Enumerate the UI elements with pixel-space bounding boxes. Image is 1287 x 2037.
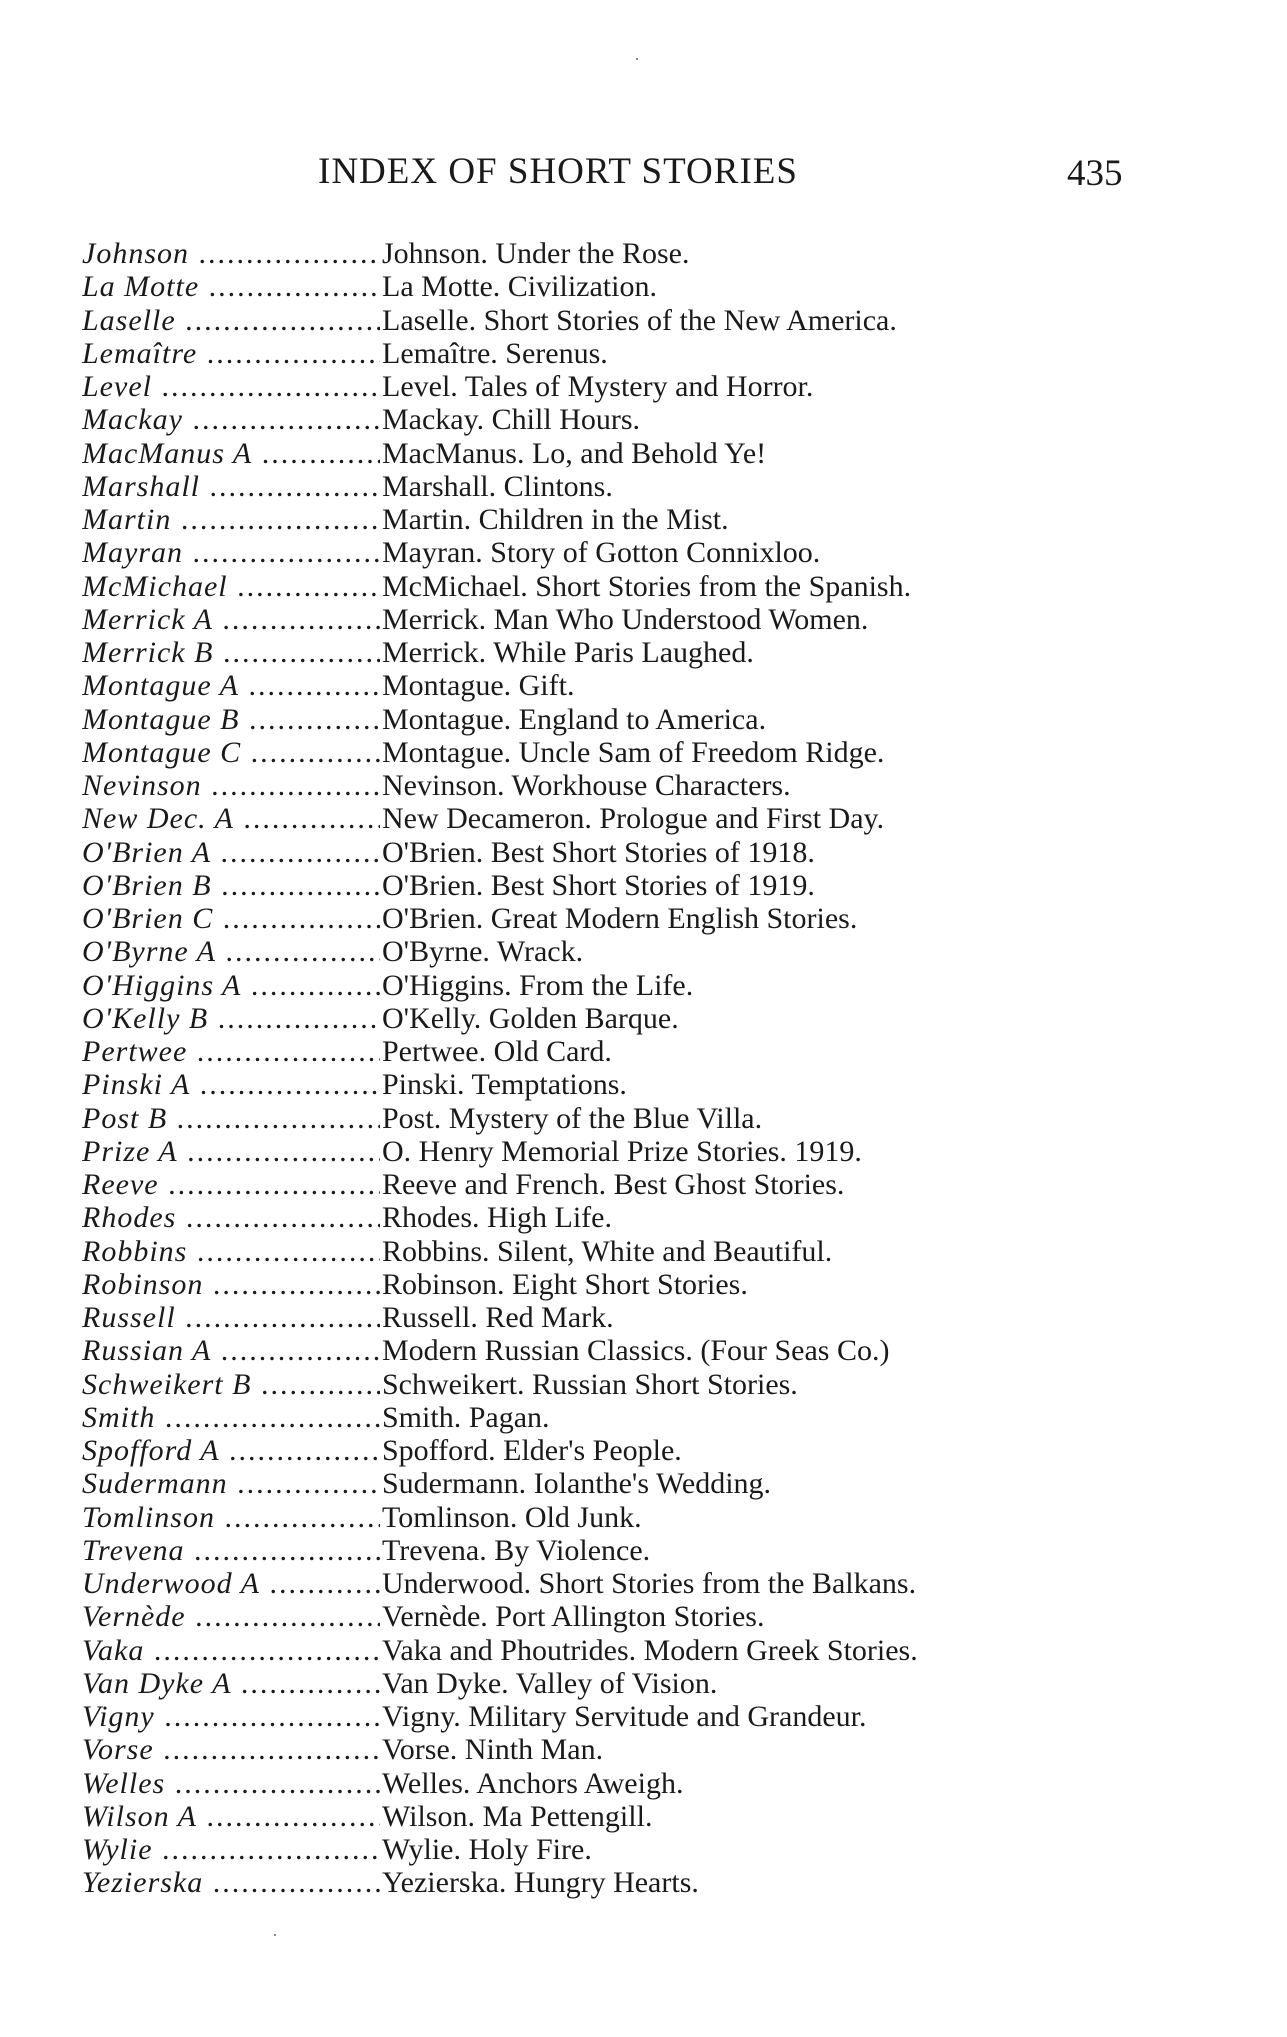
entry-reference: O. Henry Memorial Prize Stories. 1919. [382, 1134, 862, 1168]
entry-reference: Marshall. Clintons. [382, 469, 613, 503]
entry-reference: Underwood. Short Stories from the Balkans. [382, 1567, 917, 1600]
page-header [0, 150, 1287, 200]
entry-reference: Robbins. Silent, White and Beautiful. [382, 1234, 833, 1268]
index-entry [82, 1634, 1262, 1667]
index-entry [82, 237, 1262, 270]
index-entry [82, 1068, 1262, 1101]
entry-key: Vorse ..... [82, 1733, 380, 1766]
index-entry [82, 1268, 1262, 1301]
index-entry [82, 802, 1262, 835]
entry-reference: Schweikert. Russian Short Stories. [382, 1367, 798, 1401]
index-entry [82, 403, 1262, 436]
index-entry [82, 1002, 1262, 1035]
entry-key: O'Brien B ..... [82, 869, 380, 902]
entry-reference: Wylie. Holy Fire. [382, 1833, 592, 1866]
index-entry [82, 736, 1262, 769]
entry-reference: Vigny. Military Servitude and Grandeur. [382, 1700, 867, 1733]
entry-reference: Level. Tales of Mystery and Horror. [382, 370, 814, 403]
entry-key: Underwood A ..... [82, 1567, 380, 1600]
entry-reference: Vernède. Port Allington Stories. [382, 1600, 765, 1634]
entry-reference: O'Brien. Best Short Stories of 1919. [382, 868, 815, 902]
entry-reference: Martin. Children in the Mist. [382, 503, 729, 536]
index-entry [82, 1567, 1262, 1600]
entry-key: Pinski A ..... [82, 1068, 380, 1101]
index-entry [82, 270, 1262, 303]
scan-speck [636, 58, 638, 60]
entry-reference: Merrick. Man Who Understood Women. [382, 602, 869, 636]
index-entry [82, 1434, 1262, 1467]
entry-key: O'Higgins A ..... [82, 969, 380, 1002]
entry-key: Marshall ..... [82, 470, 380, 503]
entry-reference: O'Brien. Best Short Stories of 1918. [382, 835, 815, 869]
index-list [82, 237, 1262, 1900]
entry-reference: Nevinson. Workhouse Characters. [382, 769, 791, 802]
entry-reference: Wilson. Ma Pettengill. [382, 1799, 653, 1833]
index-entry [82, 1534, 1262, 1567]
entry-reference: O'Byrne. Wrack. [382, 935, 584, 969]
entry-key: O'Brien C ..... [82, 902, 380, 935]
index-entry [82, 437, 1262, 470]
index-entry [82, 370, 1262, 403]
entry-key: MacManus A ..... [82, 437, 380, 470]
entry-reference: Johnson. Under the Rose. [382, 237, 690, 270]
entry-key: Yezierska ..... [82, 1866, 380, 1899]
index-entry [82, 1800, 1262, 1833]
entry-reference: New Decameron. Prologue and First Day. [382, 802, 885, 836]
entry-key: Prize A ..... [82, 1135, 380, 1168]
page-number: 435 [1067, 153, 1123, 194]
entry-reference: Merrick. While Paris Laughed. [382, 636, 754, 669]
index-entry [82, 935, 1262, 968]
entry-key: Laselle ..... [82, 304, 380, 337]
index-entry [82, 636, 1262, 669]
entry-reference: Vaka and Phoutrides. Modern Greek Stories. [382, 1633, 918, 1667]
entry-key: O'Kelly B ..... [82, 1002, 380, 1035]
entry-key: Robbins ..... [82, 1235, 380, 1268]
entry-key: Welles ..... [82, 1767, 380, 1800]
entry-key: Vaka ..... [82, 1634, 380, 1667]
page-title: INDEX OF SHORT STORIES [318, 151, 798, 192]
index-entry [82, 836, 1262, 869]
entry-key: O'Byrne A ..... [82, 935, 380, 968]
entry-reference: Mayran. Story of Gotton Connixloo. [382, 536, 821, 570]
index-entry [82, 1168, 1262, 1201]
entry-key: Smith ..... [82, 1401, 380, 1434]
index-entry [82, 769, 1262, 802]
index-entry [82, 1135, 1262, 1168]
entry-key: Montague C ..... [82, 736, 380, 769]
entry-reference: Reeve and French. Best Ghost Stories. [382, 1168, 845, 1201]
entry-reference: Rhodes. High Life. [382, 1201, 612, 1235]
entry-key: Nevinson ..... [82, 769, 380, 802]
entry-reference: Montague. Gift. [382, 669, 575, 703]
index-entry [82, 1833, 1262, 1866]
index-entry [82, 1767, 1262, 1800]
entry-key: McMichael ..... [82, 570, 380, 603]
entry-key: Russian A ..... [82, 1334, 380, 1367]
entry-reference: MacManus. Lo, and Behold Ye! [382, 436, 767, 470]
entry-reference: O'Brien. Great Modern English Stories. [382, 902, 858, 935]
entry-reference: Montague. Uncle Sam of Freedom Ridge. [382, 735, 885, 769]
entry-key: Merrick B ..... [82, 636, 380, 669]
entry-reference: Tomlinson. Old Junk. [382, 1500, 642, 1534]
entry-reference: La Motte. Civilization. [382, 270, 657, 304]
entry-key: Rhodes ..... [82, 1201, 380, 1234]
entry-reference: Spofford. Elder's People. [382, 1434, 682, 1467]
entry-key: La Motte ..... [82, 270, 380, 303]
entry-key: Robinson ..... [82, 1268, 380, 1301]
entry-reference: Vorse. Ninth Man. [382, 1733, 604, 1767]
entry-key: Schweikert B ..... [82, 1368, 380, 1401]
entry-reference: Laselle. Short Stories of the New America. [382, 303, 897, 337]
entry-key: Mackay ..... [82, 403, 380, 436]
entry-key: New Dec. A ..... [82, 802, 380, 835]
entry-reference: Yezierska. Hungry Hearts. [382, 1866, 699, 1900]
entry-key: Russell ..... [82, 1301, 380, 1334]
index-entry [82, 1035, 1262, 1068]
entry-key: Johnson ..... [82, 237, 380, 270]
entry-key: Mayran ..... [82, 536, 380, 569]
entry-reference: O'Kelly. Golden Barque. [382, 1001, 679, 1035]
index-entry [82, 503, 1262, 536]
index-entry [82, 570, 1262, 603]
entry-key: Vernède ..... [82, 1600, 380, 1633]
index-entry [82, 1700, 1262, 1733]
entry-key: Lemaître ..... [82, 337, 380, 370]
entry-key: Reeve ..... [82, 1168, 380, 1201]
entry-key: Van Dyke A ..... [82, 1667, 380, 1700]
index-entry [82, 337, 1262, 370]
entry-reference: Robinson. Eight Short Stories. [382, 1267, 748, 1301]
index-entry [82, 536, 1262, 569]
entry-reference: Montague. England to America. [382, 702, 767, 736]
entry-reference: McMichael. Short Stories from the Spanish. [382, 569, 912, 603]
index-entry [82, 1368, 1262, 1401]
entry-reference: Van Dyke. Valley of Vision. [382, 1666, 718, 1700]
index-entry [82, 969, 1262, 1002]
entry-reference: Sudermann. Iolanthe's Wedding. [382, 1467, 772, 1501]
entry-key: Level ..... [82, 370, 380, 403]
entry-key: Montague A ..... [82, 669, 380, 702]
index-entry [82, 902, 1262, 935]
entry-reference: Post. Mystery of the Blue Villa. [382, 1101, 763, 1135]
index-entry [82, 1733, 1262, 1766]
entry-key: Sudermann ..... [82, 1467, 380, 1500]
entry-key: Pertwee ..... [82, 1035, 380, 1068]
entry-reference: Lemaître. Serenus. [382, 336, 608, 370]
entry-reference: Mackay. Chill Hours. [382, 403, 641, 437]
index-entry [82, 603, 1262, 636]
index-entry [82, 1667, 1262, 1700]
entry-key: Post B ..... [82, 1102, 380, 1135]
index-entry [82, 1467, 1262, 1500]
index-entry [82, 304, 1262, 337]
entry-key: Montague B ..... [82, 703, 380, 736]
index-entry [82, 1401, 1262, 1434]
scan-speck [274, 1934, 276, 1936]
index-entry [82, 669, 1262, 702]
entry-key: Tomlinson ..... [82, 1501, 380, 1534]
entry-reference: Modern Russian Classics. (Four Seas Co.) [382, 1334, 890, 1368]
entry-key: O'Brien A ..... [82, 836, 380, 869]
entry-key: Vigny ..... [82, 1700, 380, 1733]
entry-key: Trevena ..... [82, 1534, 380, 1567]
index-entry [82, 470, 1262, 503]
entry-reference: Trevena. By Violence. [382, 1533, 651, 1567]
entry-key: Martin ..... [82, 503, 380, 536]
index-entry [82, 1600, 1262, 1633]
entry-key: Spofford A ..... [82, 1434, 380, 1467]
index-entry [82, 1334, 1262, 1367]
index-entry [82, 1866, 1262, 1899]
entry-reference: Smith. Pagan. [382, 1400, 550, 1434]
entry-reference: O'Higgins. From the Life. [382, 968, 694, 1002]
index-entry [82, 703, 1262, 736]
index-entry [82, 1201, 1262, 1234]
entry-key: Wilson A ..... [82, 1800, 380, 1833]
index-entry [82, 1235, 1262, 1268]
index-entry [82, 1102, 1262, 1135]
entry-reference: Welles. Anchors Aweigh. [382, 1766, 684, 1800]
entry-reference: Pertwee. Old Card. [382, 1035, 612, 1068]
entry-reference: Pinski. Temptations. [382, 1068, 627, 1102]
entry-key: Merrick A ..... [82, 603, 380, 636]
index-entry [82, 869, 1262, 902]
index-entry [82, 1501, 1262, 1534]
index-entry [82, 1301, 1262, 1334]
entry-reference: Russell. Red Mark. [382, 1301, 614, 1334]
entry-key: Wylie ..... [82, 1833, 380, 1866]
